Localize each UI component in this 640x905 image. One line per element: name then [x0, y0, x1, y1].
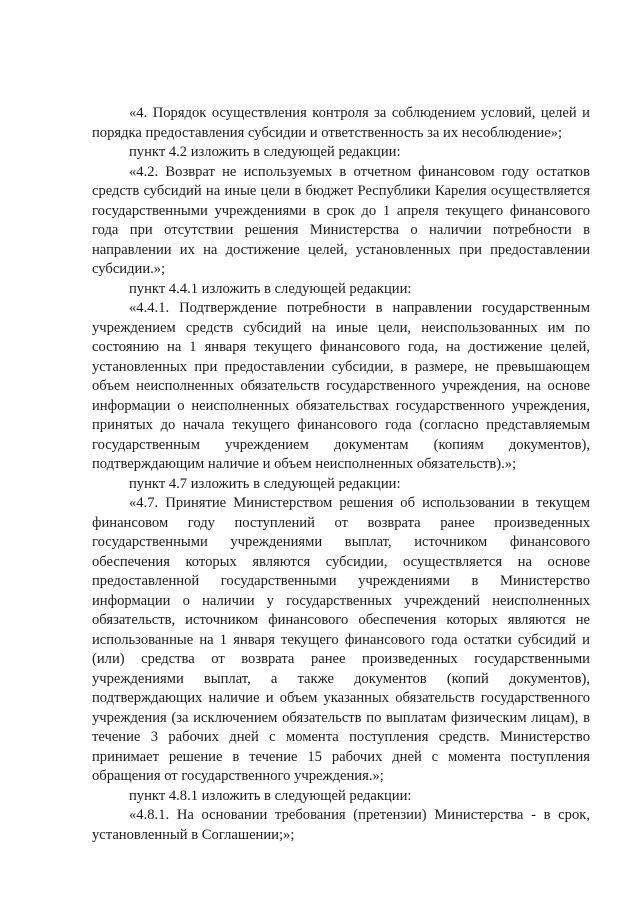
paragraph-item-4-2-intro: пункт 4.2 изложить в следующей редакции:	[129, 144, 401, 160]
document-page	[92, 104, 590, 845]
paragraph-item-4-2-text: «4.2. Возврат не используемых в отчетном финансовом году остатков средств субсидий на иные цели в бюджет Республики Карелия осуществляется государственными учреждениями в срок до 1 апреля текущего финансового года при отсутствии решения Министерства о наличии потребности в направлении их на достижение целей, установленных при предоставлении субсидии.»;	[92, 163, 590, 277]
paragraph-item-4-8-1-text: «4.8.1. На основании требования (претензии) Министерства - в срок, установленный в Соглашении;»;	[92, 807, 590, 843]
paragraph-item-4-8-1-intro: пункт 4.8.1 изложить в следующей редакции:	[129, 787, 412, 804]
paragraph-item-4-7-text: «4.7. Принятие Министерством решения об использовании в текущем финансовом году поступлений от возврата ранее произведенных государственными учреждениями выплат, источником финансового обеспечения которых являются субсидии, осуществляется на основе предоставленной государственными учреждениями в Министерство информации о наличии у государственных учреждений неисполненных обязательств, источником финансового обеспечения которых являются не использованные на 1 января текущего финансового года остатки субсидий и (или) средства от возврата ранее произведенных государственными учреждениями выплат, а также документов (копий документов), подтверждающих наличие и объем указанных обязательств государственного учреждения (за исключением обязательств по выплатам физическим лицам), в течение 3 рабочих дней с момента поступления средств. Министерство принимает решение в течение 15 рабочих дней с момента поступления обращения от государственного учреждения.»;	[92, 495, 590, 784]
paragraph-item-4-4-1-text: «4.4.1. Подтверждение потребности в направлении государственным учреждением средств субсидий на иные цели, неиспользованных им по состоянию на 1 января текущего финансового года, на достижение целей, установленных при предоставлении субсидии, в размере, не превышающем объем неисполненных обязательств государственного учреждения, на основе информации о неисполненных обязательствах государственного учреждения, принятых до начала текущего финансового года (согласно представляемым государственным учреждением документам (копиям документов), подтверждающим наличие и объем неисполненных обязательств).»;	[92, 300, 590, 472]
paragraph-item-4-7-intro: пункт 4.7 изложить в следующей редакции:	[129, 475, 401, 492]
paragraph-item-4-4-1-intro: пункт 4.4.1 изложить в следующей редакции:	[129, 280, 412, 297]
paragraph-section-4-title: «4. Порядок осуществления контроля за соблюдением условий, целей и порядка предоставления субсидии и ответственность за их несоблюдение»;	[92, 105, 590, 141]
